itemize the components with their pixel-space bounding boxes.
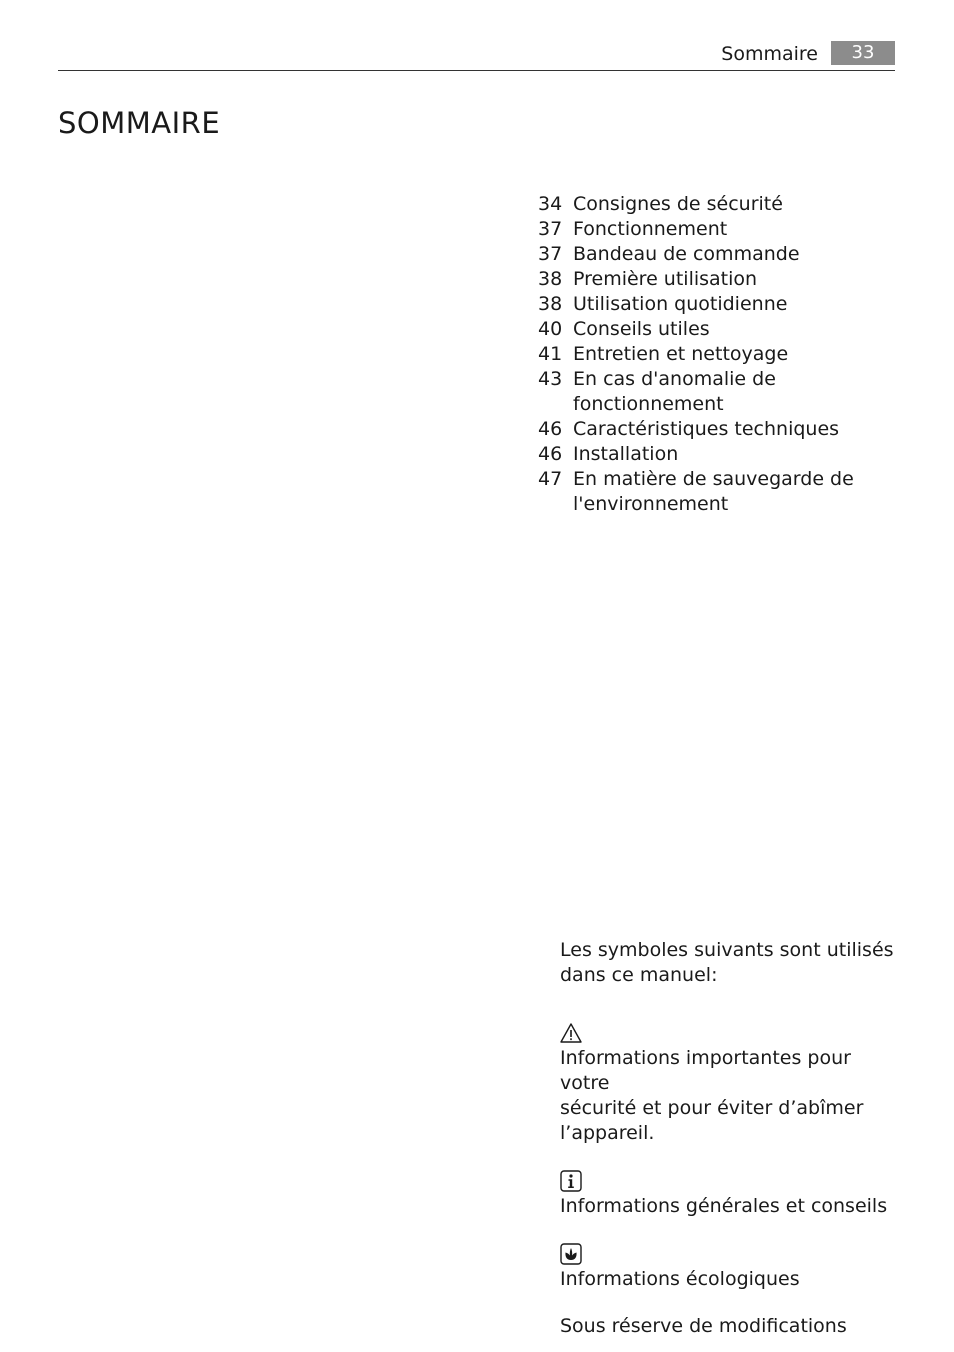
warning-description: Informations importantes pour votre sécurité et pour éviter d’abîmer l’appareil. — [560, 1047, 864, 1144]
toc-page-number: 46 — [538, 443, 563, 465]
toc-entry[interactable] — [538, 242, 898, 267]
toc-entry[interactable] — [538, 317, 898, 342]
toc-entry[interactable] — [538, 367, 898, 417]
toc-page-number: 41 — [538, 343, 563, 365]
toc-entry[interactable] — [538, 442, 898, 467]
toc-entry[interactable] — [538, 217, 898, 242]
eco-description: Informations écologiques — [560, 1268, 800, 1290]
toc-page-number: 37 — [538, 218, 563, 240]
toc-page-number: 47 — [538, 468, 563, 490]
table-of-contents — [538, 192, 898, 517]
toc-entry-text: Première utilisation — [573, 268, 758, 290]
toc-entry-text: Conseils utiles — [573, 318, 710, 340]
toc-page-number: 38 — [538, 268, 563, 290]
toc-entry-text: En matière de sauvegarde de — [573, 468, 854, 490]
toc-entry[interactable] — [538, 267, 898, 292]
toc-entry-text: Fonctionnement — [573, 218, 728, 240]
symbol-legend — [560, 938, 900, 1339]
info-icon — [560, 1170, 582, 1192]
legend-intro: Les symboles suivants sont utilisés dans ce manuel: — [560, 939, 894, 986]
info-description: Informations générales et conseils — [560, 1195, 888, 1217]
toc-entry-text: Utilisation quotidienne — [573, 293, 788, 315]
toc-entry[interactable] — [538, 417, 898, 442]
toc-entry-text: Consignes de sécurité — [573, 193, 783, 215]
page-number-badge: 33 — [831, 41, 895, 65]
toc-entry[interactable] — [538, 192, 898, 217]
toc-entry-text: En cas d'anomalie de — [573, 368, 776, 390]
toc-page-number: 37 — [538, 243, 563, 265]
toc-page-number: 46 — [538, 418, 563, 440]
toc-entry-text: Entretien et nettoyage — [573, 343, 789, 365]
toc-page-number: 43 — [538, 368, 563, 390]
toc-entry[interactable] — [538, 292, 898, 317]
toc-entry[interactable] — [538, 342, 898, 367]
modification-notice: Sous réserve de modifications — [560, 1315, 847, 1337]
toc-entry-text-continued: fonctionnement — [573, 393, 724, 415]
toc-entry[interactable] — [538, 467, 898, 517]
toc-entry-text: Bandeau de commande — [573, 243, 800, 265]
toc-entry-text-continued: l'environnement — [573, 493, 729, 515]
eco-leaf-icon — [560, 1243, 582, 1265]
toc-page-number: 40 — [538, 318, 563, 340]
toc-page-number: 34 — [538, 193, 563, 215]
toc-entry-text: Installation — [573, 443, 679, 465]
toc-page-number: 38 — [538, 293, 563, 315]
header-rule — [58, 70, 895, 71]
toc-entry-text: Caractéristiques techniques — [573, 418, 840, 440]
running-header: Sommaire — [721, 43, 818, 65]
warning-triangle-icon — [560, 1022, 582, 1044]
page-title: SOMMAIRE — [58, 106, 221, 140]
